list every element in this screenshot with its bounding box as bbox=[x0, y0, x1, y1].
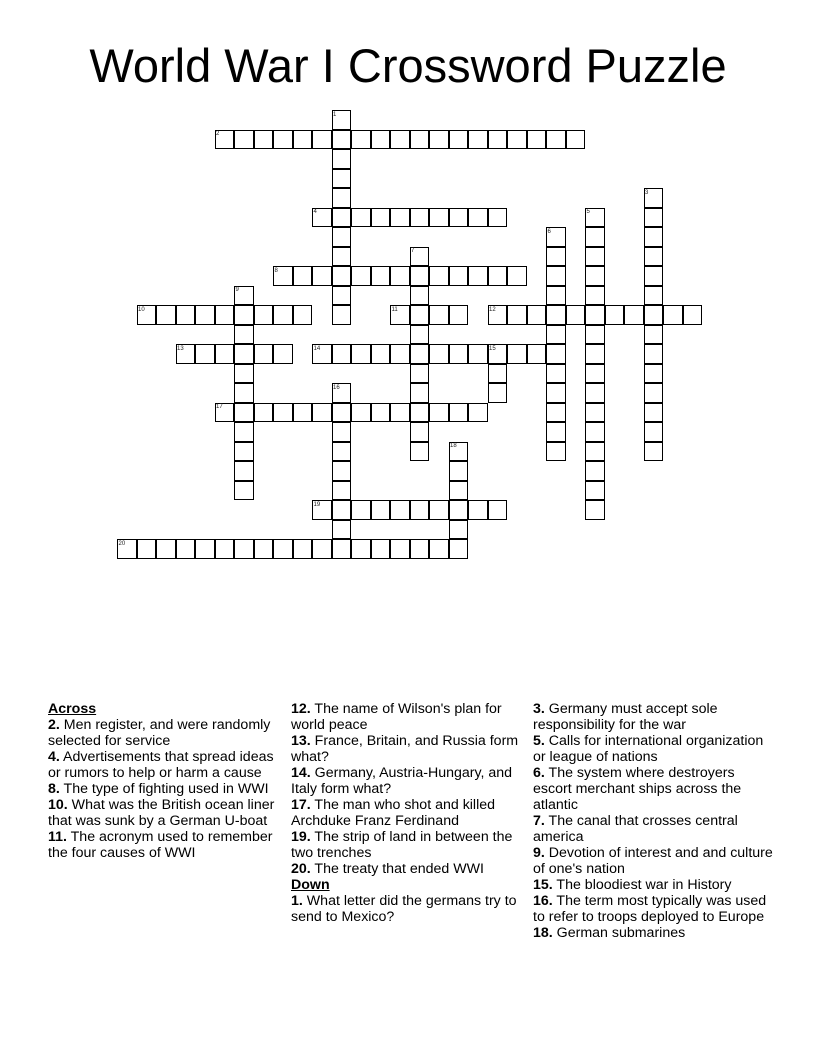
cell-number: 1 bbox=[333, 111, 337, 118]
clue-number: 14. bbox=[291, 765, 311, 781]
cell-number: 19 bbox=[313, 501, 321, 508]
grid-cell[interactable] bbox=[546, 130, 566, 150]
grid-cell[interactable] bbox=[215, 305, 235, 325]
clue-item bbox=[533, 925, 773, 941]
grid-cell[interactable] bbox=[195, 539, 215, 559]
grid-cell[interactable] bbox=[488, 130, 508, 150]
grid-cell[interactable] bbox=[644, 344, 664, 364]
grid-cell[interactable] bbox=[273, 403, 293, 423]
grid-cell[interactable] bbox=[449, 130, 469, 150]
grid-cell[interactable] bbox=[410, 130, 430, 150]
grid-cell[interactable] bbox=[312, 500, 332, 520]
grid-cell[interactable] bbox=[390, 500, 410, 520]
grid-cell[interactable] bbox=[215, 130, 235, 150]
grid-cell[interactable] bbox=[351, 266, 371, 286]
grid-cell[interactable] bbox=[293, 266, 313, 286]
grid-cell[interactable] bbox=[527, 344, 547, 364]
clue-text: The man who shot and killed Archduke Franz Ferdinand bbox=[291, 797, 496, 829]
grid-cell[interactable] bbox=[449, 481, 469, 501]
clue-text: Germany, Austria-Hungary, and Italy form what? bbox=[291, 765, 513, 797]
grid-cell[interactable] bbox=[332, 208, 352, 228]
grid-cell[interactable] bbox=[488, 305, 508, 325]
grid-cell[interactable] bbox=[332, 227, 352, 247]
clue-text: Germany must accept sole responsibility for the war bbox=[533, 701, 718, 733]
grid-cell[interactable] bbox=[624, 305, 644, 325]
clue-number: 13. bbox=[291, 733, 311, 749]
clue-item bbox=[533, 701, 773, 733]
clue-text: Men register, and were randomly selected for service bbox=[48, 717, 271, 749]
grid-cell[interactable] bbox=[234, 364, 254, 384]
grid-cell[interactable] bbox=[234, 383, 254, 403]
clue-text: The type of fighting used in WWI bbox=[59, 781, 269, 797]
clue-number: 12. bbox=[291, 701, 311, 717]
grid-cell[interactable] bbox=[410, 208, 430, 228]
clue-text: Calls for international organization or league of nations bbox=[533, 733, 764, 765]
grid-cell[interactable] bbox=[234, 481, 254, 501]
across-heading: Across bbox=[48, 701, 97, 717]
clue-text: What letter did the germans try to send to Mexico? bbox=[291, 893, 517, 925]
grid-cell[interactable] bbox=[585, 422, 605, 442]
clue-item bbox=[291, 797, 527, 829]
clue-text: The term most typically was used to refer to troops deployed to Europe bbox=[533, 893, 767, 925]
cell-number: 17 bbox=[216, 404, 223, 410]
clue-item bbox=[291, 765, 527, 797]
grid-cell[interactable] bbox=[390, 208, 410, 228]
grid-cell[interactable] bbox=[332, 130, 352, 150]
clue-text: German submarines bbox=[552, 925, 686, 941]
cell-number: 3 bbox=[645, 189, 649, 196]
grid-cell[interactable] bbox=[390, 266, 410, 286]
grid-cell[interactable] bbox=[351, 208, 371, 228]
clue-number: 17. bbox=[291, 797, 311, 813]
clue-number: 15. bbox=[533, 877, 553, 893]
grid-cell[interactable] bbox=[429, 208, 449, 228]
grid-cell[interactable] bbox=[683, 305, 703, 325]
grid-cell[interactable] bbox=[546, 286, 566, 306]
page-title: World War I Crossword Puzzle bbox=[89, 39, 727, 92]
grid-cell[interactable] bbox=[371, 539, 391, 559]
grid-cell[interactable] bbox=[254, 130, 274, 150]
grid-cell[interactable] bbox=[410, 344, 430, 364]
grid-cell[interactable] bbox=[293, 305, 313, 325]
grid-cell[interactable] bbox=[410, 442, 430, 462]
grid-cell[interactable] bbox=[410, 247, 430, 267]
grid-cell[interactable] bbox=[429, 305, 449, 325]
grid-cell[interactable] bbox=[585, 461, 605, 481]
grid-cell[interactable] bbox=[546, 305, 566, 325]
grid-cell[interactable] bbox=[215, 344, 235, 364]
grid-cell[interactable] bbox=[429, 130, 449, 150]
grid-cell[interactable] bbox=[546, 442, 566, 462]
grid-cell[interactable] bbox=[546, 325, 566, 345]
grid-cell[interactable] bbox=[410, 403, 430, 423]
clue-column-2 bbox=[291, 701, 527, 925]
clue-item bbox=[533, 893, 773, 925]
clue-item bbox=[533, 845, 773, 877]
grid-cell[interactable] bbox=[351, 500, 371, 520]
grid-cell[interactable] bbox=[644, 403, 664, 423]
clue-number: 4. bbox=[48, 749, 60, 765]
grid-cell[interactable] bbox=[332, 169, 352, 189]
grid-cell[interactable] bbox=[293, 539, 313, 559]
grid-cell[interactable] bbox=[429, 539, 449, 559]
grid-cell[interactable] bbox=[371, 266, 391, 286]
clue-item bbox=[291, 893, 527, 925]
clue-text: France, Britain, and Russia form what? bbox=[291, 733, 519, 765]
grid-cell[interactable] bbox=[585, 442, 605, 462]
clue-item bbox=[48, 749, 283, 781]
cell-number: 13 bbox=[177, 345, 184, 352]
clue-text: The canal that crosses central america bbox=[533, 813, 738, 845]
grid-cell[interactable] bbox=[429, 266, 449, 286]
grid-cell[interactable] bbox=[390, 130, 410, 150]
grid-cell[interactable] bbox=[273, 344, 293, 364]
grid-cell[interactable] bbox=[468, 266, 488, 286]
cell-number: 2 bbox=[216, 131, 220, 137]
grid-cell[interactable] bbox=[254, 403, 274, 423]
grid-cell[interactable] bbox=[312, 539, 332, 559]
clue-text: The bloodiest war in History bbox=[552, 877, 732, 893]
grid-cell[interactable] bbox=[644, 227, 664, 247]
grid-cell[interactable] bbox=[546, 403, 566, 423]
grid-cell[interactable] bbox=[390, 403, 410, 423]
grid-cell[interactable] bbox=[351, 344, 371, 364]
grid-cell[interactable] bbox=[429, 403, 449, 423]
clue-text: Advertisements that spread ideas or rumors to help or harm a cause bbox=[48, 749, 274, 781]
cell-number: 5 bbox=[586, 209, 590, 215]
cell-number: 20 bbox=[118, 540, 126, 547]
grid-cell[interactable] bbox=[585, 227, 605, 247]
grid-cell[interactable] bbox=[644, 325, 664, 345]
grid-cell[interactable] bbox=[449, 344, 469, 364]
grid-cell[interactable] bbox=[234, 305, 254, 325]
grid-cell[interactable] bbox=[566, 130, 586, 150]
grid-cell[interactable] bbox=[410, 364, 430, 384]
grid-cell[interactable] bbox=[410, 286, 430, 306]
grid-cell[interactable] bbox=[410, 325, 430, 345]
grid-cell[interactable] bbox=[585, 325, 605, 345]
clue-number: 2. bbox=[48, 717, 60, 733]
grid-cell[interactable] bbox=[644, 286, 664, 306]
clue-number: 18. bbox=[533, 925, 553, 941]
grid-cell[interactable] bbox=[644, 422, 664, 442]
grid-cell[interactable] bbox=[507, 344, 527, 364]
grid-cell[interactable] bbox=[644, 188, 664, 208]
clue-text: Devotion of interest and and culture of one's nation bbox=[533, 845, 773, 877]
grid-cell[interactable] bbox=[312, 130, 332, 150]
grid-cell[interactable] bbox=[312, 403, 332, 423]
cell-number: 11 bbox=[391, 306, 398, 313]
grid-cell[interactable] bbox=[449, 520, 469, 540]
clue-number: 9. bbox=[533, 845, 545, 861]
grid-cell[interactable] bbox=[546, 266, 566, 286]
grid-cell[interactable] bbox=[410, 383, 430, 403]
cell-number: 4 bbox=[313, 209, 317, 215]
grid-cell[interactable] bbox=[234, 325, 254, 345]
grid-cell[interactable] bbox=[176, 539, 196, 559]
grid-cell[interactable] bbox=[332, 305, 352, 325]
grid-cell[interactable] bbox=[585, 305, 605, 325]
grid-cell[interactable] bbox=[234, 344, 254, 364]
grid-cell[interactable] bbox=[351, 539, 371, 559]
grid-cell[interactable] bbox=[585, 500, 605, 520]
grid-cell[interactable] bbox=[137, 305, 157, 325]
grid-cell[interactable] bbox=[273, 539, 293, 559]
grid-cell[interactable] bbox=[332, 266, 352, 286]
grid-cell[interactable] bbox=[410, 422, 430, 442]
grid-cell[interactable] bbox=[215, 539, 235, 559]
grid-cell[interactable] bbox=[468, 403, 488, 423]
cell-number: 12 bbox=[489, 306, 496, 313]
grid-cell[interactable] bbox=[546, 364, 566, 384]
grid-cell[interactable] bbox=[332, 344, 352, 364]
clue-number: 7. bbox=[533, 813, 545, 829]
grid-cell[interactable] bbox=[507, 130, 527, 150]
grid-cell[interactable] bbox=[234, 442, 254, 462]
clue-item bbox=[533, 877, 773, 893]
grid-cell[interactable] bbox=[546, 344, 566, 364]
grid-cell[interactable] bbox=[332, 403, 352, 423]
grid-cell[interactable] bbox=[449, 266, 469, 286]
clue-item bbox=[48, 781, 283, 797]
grid-cell[interactable] bbox=[585, 403, 605, 423]
grid-cell[interactable] bbox=[332, 110, 352, 130]
grid-cell[interactable] bbox=[332, 520, 352, 540]
grid-cell[interactable] bbox=[585, 286, 605, 306]
grid-cell[interactable] bbox=[585, 247, 605, 267]
grid-cell[interactable] bbox=[449, 403, 469, 423]
grid-cell[interactable] bbox=[332, 500, 352, 520]
grid-cell[interactable] bbox=[585, 383, 605, 403]
grid-cell[interactable] bbox=[332, 383, 352, 403]
grid-cell[interactable] bbox=[371, 130, 391, 150]
grid-cell[interactable] bbox=[546, 227, 566, 247]
grid-cell[interactable] bbox=[566, 305, 586, 325]
clue-number: 20. bbox=[291, 861, 311, 877]
clue-text: The name of Wilson's plan for world peace bbox=[291, 701, 502, 733]
grid-cell[interactable] bbox=[644, 266, 664, 286]
grid-cell[interactable] bbox=[488, 208, 508, 228]
cell-number: 15 bbox=[489, 345, 496, 352]
cell-number: 18 bbox=[450, 443, 457, 449]
grid-cell[interactable] bbox=[546, 383, 566, 403]
cell-number: 16 bbox=[333, 384, 340, 391]
grid-cell[interactable] bbox=[332, 149, 352, 169]
grid-cell[interactable] bbox=[488, 500, 508, 520]
clue-number: 8. bbox=[48, 781, 60, 797]
grid-cell[interactable] bbox=[234, 461, 254, 481]
cell-number: 7 bbox=[411, 248, 415, 254]
clue-item bbox=[291, 861, 527, 877]
grid-cell[interactable] bbox=[293, 130, 313, 150]
grid-cell[interactable] bbox=[644, 383, 664, 403]
grid-cell[interactable] bbox=[449, 539, 469, 559]
grid-cell[interactable] bbox=[293, 403, 313, 423]
grid-cell[interactable] bbox=[332, 247, 352, 267]
grid-cell[interactable] bbox=[390, 539, 410, 559]
grid-cell[interactable] bbox=[605, 305, 625, 325]
grid-cell[interactable] bbox=[351, 403, 371, 423]
grid-cell[interactable] bbox=[137, 539, 157, 559]
grid-cell[interactable] bbox=[410, 266, 430, 286]
clue-number: 10. bbox=[48, 797, 68, 813]
clue-column-1 bbox=[48, 701, 283, 861]
grid-cell[interactable] bbox=[488, 344, 508, 364]
grid-cell[interactable] bbox=[234, 422, 254, 442]
grid-cell[interactable] bbox=[234, 539, 254, 559]
grid-cell[interactable] bbox=[234, 130, 254, 150]
grid-cell[interactable] bbox=[449, 461, 469, 481]
cell-number: 9 bbox=[235, 287, 239, 293]
grid-cell[interactable] bbox=[390, 305, 410, 325]
clue-item bbox=[533, 765, 773, 813]
grid-cell[interactable] bbox=[215, 403, 235, 423]
grid-cell[interactable] bbox=[585, 481, 605, 501]
grid-cell[interactable] bbox=[449, 305, 469, 325]
clue-item bbox=[48, 797, 283, 829]
grid-cell[interactable] bbox=[156, 305, 176, 325]
grid-cell[interactable] bbox=[585, 344, 605, 364]
grid-cell[interactable] bbox=[234, 286, 254, 306]
grid-cell[interactable] bbox=[351, 130, 371, 150]
grid-cell[interactable] bbox=[332, 286, 352, 306]
grid-cell[interactable] bbox=[663, 305, 683, 325]
grid-cell[interactable] bbox=[176, 344, 196, 364]
clue-number: 19. bbox=[291, 829, 311, 845]
grid-cell[interactable] bbox=[371, 344, 391, 364]
clue-number: 1. bbox=[291, 893, 303, 909]
clue-item bbox=[48, 717, 283, 749]
clue-number: 5. bbox=[533, 733, 545, 749]
grid-cell[interactable] bbox=[527, 305, 547, 325]
grid-cell[interactable] bbox=[449, 442, 469, 462]
grid-cell[interactable] bbox=[410, 539, 430, 559]
grid-cell[interactable] bbox=[254, 305, 274, 325]
clue-text: The treaty that ended WWI bbox=[310, 861, 484, 877]
grid-cell[interactable] bbox=[488, 364, 508, 384]
grid-cell[interactable] bbox=[527, 130, 547, 150]
grid-cell[interactable] bbox=[429, 500, 449, 520]
grid-cell[interactable] bbox=[644, 364, 664, 384]
cell-number: 14 bbox=[313, 345, 321, 352]
clue-item bbox=[291, 733, 527, 765]
grid-cell[interactable] bbox=[312, 344, 332, 364]
cell-number: 6 bbox=[547, 228, 551, 235]
clue-text: The system where destroyers escort merchant ships across the atlantic bbox=[533, 765, 742, 813]
grid-cell[interactable] bbox=[176, 305, 196, 325]
cell-number: 10 bbox=[138, 306, 145, 313]
clue-number: 6. bbox=[533, 765, 545, 781]
clue-item bbox=[48, 829, 283, 861]
grid-cell[interactable] bbox=[371, 500, 391, 520]
grid-cell[interactable] bbox=[410, 500, 430, 520]
grid-cell[interactable] bbox=[371, 208, 391, 228]
grid-cell[interactable] bbox=[273, 266, 293, 286]
grid-cell[interactable] bbox=[585, 364, 605, 384]
grid-cell[interactable] bbox=[507, 266, 527, 286]
grid-cell[interactable] bbox=[644, 208, 664, 228]
grid-cell[interactable] bbox=[312, 208, 332, 228]
grid-cell[interactable] bbox=[332, 422, 352, 442]
grid-cell[interactable] bbox=[332, 481, 352, 501]
grid-cell[interactable] bbox=[156, 539, 176, 559]
grid-cell[interactable] bbox=[332, 188, 352, 208]
grid-cell[interactable] bbox=[332, 539, 352, 559]
grid-cell[interactable] bbox=[546, 422, 566, 442]
clue-item bbox=[291, 701, 527, 733]
clue-item bbox=[533, 813, 773, 845]
grid-cell[interactable] bbox=[195, 344, 215, 364]
clue-number: 16. bbox=[533, 893, 553, 909]
grid-cell[interactable] bbox=[644, 247, 664, 267]
grid-cell[interactable] bbox=[585, 208, 605, 228]
grid-cell[interactable] bbox=[312, 266, 332, 286]
clue-text: What was the British ocean liner that was sunk by a German U-boat bbox=[48, 797, 275, 829]
clue-item bbox=[533, 733, 773, 765]
grid-cell[interactable] bbox=[644, 442, 664, 462]
grid-cell[interactable] bbox=[429, 344, 449, 364]
grid-cell[interactable] bbox=[254, 344, 274, 364]
grid-cell[interactable] bbox=[507, 305, 527, 325]
grid-cell[interactable] bbox=[195, 305, 215, 325]
grid-cell[interactable] bbox=[117, 539, 137, 559]
grid-cell[interactable] bbox=[410, 305, 430, 325]
clue-text: The acronym used to remember the four causes of WWI bbox=[48, 829, 273, 861]
grid-cell[interactable] bbox=[449, 208, 469, 228]
cell-number: 8 bbox=[274, 267, 278, 274]
grid-cell[interactable] bbox=[488, 383, 508, 403]
grid-cell[interactable] bbox=[234, 403, 254, 423]
grid-cell[interactable] bbox=[585, 266, 605, 286]
grid-cell[interactable] bbox=[332, 442, 352, 462]
grid-cell[interactable] bbox=[332, 461, 352, 481]
grid-cell[interactable] bbox=[254, 539, 274, 559]
clue-number: 11. bbox=[48, 829, 67, 845]
grid-cell[interactable] bbox=[273, 305, 293, 325]
clue-text: The strip of land in between the two trenches bbox=[291, 829, 513, 861]
clue-column-3 bbox=[533, 701, 773, 941]
grid-cell[interactable] bbox=[488, 266, 508, 286]
grid-cell[interactable] bbox=[468, 344, 488, 364]
grid-cell[interactable] bbox=[273, 130, 293, 150]
grid-cell[interactable] bbox=[468, 500, 488, 520]
grid-cell[interactable] bbox=[371, 403, 391, 423]
clue-item bbox=[291, 829, 527, 861]
clue-number: 3. bbox=[533, 701, 545, 717]
grid-cell[interactable] bbox=[390, 344, 410, 364]
grid-cell[interactable] bbox=[546, 247, 566, 267]
grid-cell[interactable] bbox=[468, 208, 488, 228]
grid-cell[interactable] bbox=[644, 305, 664, 325]
down-heading: Down bbox=[291, 877, 330, 893]
grid-cell[interactable] bbox=[468, 130, 488, 150]
grid-cell[interactable] bbox=[449, 500, 469, 520]
